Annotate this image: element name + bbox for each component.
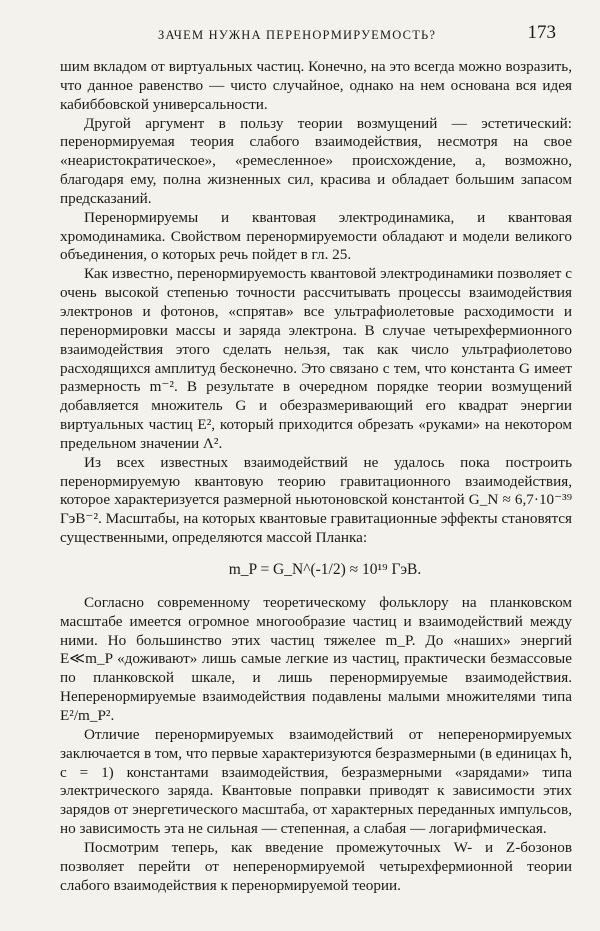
paragraph-1: шим вкладом от виртуальных частиц. Конечно, на это всегда можно возразить, что данное равенство — чисто случайное, однако на нем основана вся идея кабиббовской универсальности. — [60, 58, 572, 113]
page-number: 173 — [527, 22, 556, 43]
page-body — [60, 58, 572, 895]
paragraph-6: Согласно современному теоретическому фольклору на планковском масштабе имеется огромное многообразие частиц и взаимодействий между ними. Но большинство этих частиц тяжелее m_P. До «наших» энергий E≪m_P «доживают» лишь самые легкие из частиц, практически безмассовые по планковской шкале, и лишь перенормируемые взаимодействия. Неперенормируемые взаимодействия подавлены малыми множителями типа E²/m_P². — [60, 593, 572, 724]
running-header — [62, 22, 560, 46]
paragraph-5: Из всех известных взаимодействий не удалось пока построить перенормируемую квантовую теорию гравитационного взаимодействия, которое характеризуется размерной ньютоновской константой G_N ≈ 6,7·10⁻³⁹ ГэВ⁻². Масштабы, на которых квантовые гравитационные эффекты становятся существенными, определяются массой Планка: — [60, 453, 572, 547]
chapter-title: ЗАЧЕМ НУЖНА ПЕРЕНОРМИРУЕМОСТЬ? — [158, 28, 437, 42]
paragraph-8: Посмотрим теперь, как введение промежуточных W- и Z-бозонов позволяет перейти от неперенормируемой четырехфермионной теории слабого взаимодействия к перенормируемой теории. — [60, 838, 572, 894]
paragraph-4: Как известно, перенормируемость квантовой электродинамики позволяет с очень высокой степенью точности рассчитывать процессы взаимодействия электронов и фотонов, «спрятав» все ультрафиолетовые расходимости и перенормировки массы и заряда электрона. В случае четырехфермионного взаимодействия этого сделать нельзя, так как число ультрафиолетово расходящихся амплитуд бесконечно. Это связано с тем, что константа G имеет размерность m⁻². В результате в очередном порядке теории возмущений добавляется множитель G и обезразмеривающий его квадрат энергии виртуальных частиц E², который приходится обрезать «руками» на некотором предельном значении Λ². — [60, 265, 572, 452]
planck-mass-formula: m_P = G_N^(-1/2) ≈ 10¹⁹ ГэВ. — [228, 560, 422, 578]
paragraph-3: Перенормируемы и квантовая электродинамика, и квантовая хромодинамика. Свойством перенормируемости обладают и модели великого объединения, о которых речь пойдет в гл. 25. — [60, 208, 572, 264]
paragraph-2: Другой аргумент в пользу теории возмущений — эстетический: перенормируемая теория слабого взаимодействия, несмотря на свое «неаристократическое», «ремесленное» происхождение, а, возможно, благодаря ему, полна жизненных сил, красива и обладает большим запасом предсказаний. — [60, 114, 572, 207]
paragraph-7: Отличие перенормируемых взаимодействий от неперенормируемых заключается в том, что первые характеризуются безразмерными (в единицах ħ, c = 1) константами взаимодействия, безразмерными «зарядами» типа электрического заряда. Квантовые поправки приводят к зависимости этих зарядов от энергетического масштаба, от характерных переданных импульсов, но зависимость эта не сильная — степенная, а слабая — логарифмическая. — [60, 725, 572, 838]
